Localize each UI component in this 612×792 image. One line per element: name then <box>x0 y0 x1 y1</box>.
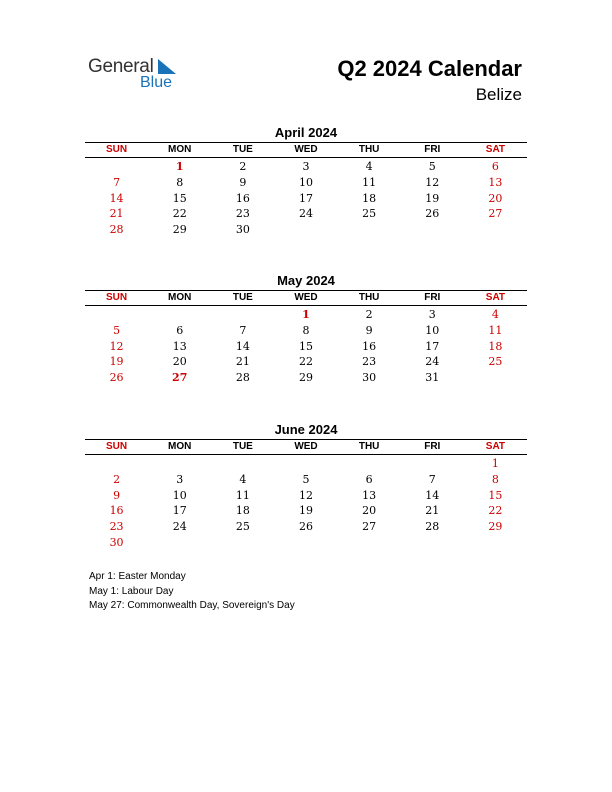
weekday-sun: SUN <box>106 292 128 303</box>
day-cell: 12 <box>109 339 124 353</box>
day-cell: 24 <box>298 207 313 221</box>
day-cell: 24 <box>172 520 187 534</box>
weekday-fri: FRI <box>424 292 441 303</box>
day-cell: 30 <box>109 535 124 549</box>
weekday-sat: SAT <box>485 441 506 452</box>
day-cell: 4 <box>239 472 247 486</box>
weekday-sun: SUN <box>106 144 128 155</box>
day-cell: 25 <box>362 207 377 221</box>
weekday-thu: THU <box>358 144 380 155</box>
day-cell: 11 <box>235 488 250 502</box>
weekday-wed: WED <box>294 441 318 452</box>
day-cell: 16 <box>362 339 377 353</box>
day-cell: 4 <box>365 160 373 173</box>
day-cell: 26 <box>109 371 124 385</box>
day-cell: 22 <box>298 355 313 369</box>
weekday-fri: FRI <box>424 144 441 155</box>
day-cell: 26 <box>298 520 313 534</box>
empty-cell <box>338 456 401 472</box>
weekday-tue: TUE <box>232 144 253 155</box>
holiday-day-cell: 1 <box>302 308 310 321</box>
day-cell: 20 <box>172 355 187 369</box>
day-cell: 2 <box>239 160 247 173</box>
day-cell: 6 <box>365 472 373 486</box>
day-cell: 20 <box>362 504 377 518</box>
country-name: Belize <box>475 85 522 104</box>
weekday-wed: WED <box>294 292 318 303</box>
month-may <box>85 273 527 386</box>
day-cell: 14 <box>425 488 440 502</box>
weekday-mon: MON <box>168 144 192 155</box>
day-cell: 12 <box>298 488 313 502</box>
day-cell: 16 <box>109 504 124 518</box>
day-cell: 5 <box>302 472 310 486</box>
weekday-thu: THU <box>358 292 380 303</box>
day-cell: 2 <box>113 472 121 486</box>
day-cell: 19 <box>298 504 313 518</box>
holiday-note: May 1: Labour Day <box>89 585 174 597</box>
day-cell: 25 <box>488 355 503 369</box>
day-cell: 13 <box>488 175 503 189</box>
day-cell: 2 <box>365 308 373 321</box>
month-title: June 2024 <box>274 422 338 437</box>
empty-cell <box>148 456 211 472</box>
day-cell: 14 <box>235 339 250 353</box>
day-cell: 22 <box>172 207 187 221</box>
day-cell: 23 <box>362 355 377 369</box>
day-cell: 5 <box>113 323 121 337</box>
day-cell: 7 <box>113 175 121 189</box>
day-cell: 22 <box>488 504 503 518</box>
day-cell: 7 <box>428 472 436 486</box>
day-cell: 23 <box>109 520 124 534</box>
weekday-sat: SAT <box>485 292 506 303</box>
day-cell: 24 <box>425 355 440 369</box>
day-cell: 8 <box>176 175 184 189</box>
empty-cell <box>85 159 148 175</box>
day-cell: 3 <box>428 308 436 321</box>
day-cell: 23 <box>235 207 250 221</box>
page-title: Q2 2024 Calendar <box>337 56 522 81</box>
holiday-day-cell: 1 <box>175 160 184 173</box>
weekday-header <box>85 439 527 455</box>
day-cell: 11 <box>362 175 377 189</box>
day-cell: 28 <box>235 371 250 385</box>
weekday-tue: TUE <box>232 441 253 452</box>
day-cell: 3 <box>176 472 184 486</box>
day-cell: 17 <box>172 504 187 518</box>
day-cell: 27 <box>362 520 377 534</box>
day-cell: 28 <box>425 520 440 534</box>
day-cell: 13 <box>362 488 377 502</box>
day-cell: 29 <box>298 371 313 385</box>
day-cell: 15 <box>488 488 503 502</box>
day-cell: 9 <box>365 323 373 337</box>
weekday-mon: MON <box>168 441 192 452</box>
day-cell: 18 <box>488 339 503 353</box>
month-april <box>85 125 527 238</box>
logo-general-text: General <box>88 56 154 77</box>
day-cell: 9 <box>239 175 247 189</box>
day-cell: 14 <box>109 191 124 205</box>
empty-cell <box>148 307 211 323</box>
weekday-header <box>85 290 527 306</box>
days-grid <box>85 456 527 551</box>
day-cell: 21 <box>235 355 250 369</box>
day-cell: 29 <box>172 223 187 237</box>
day-cell: 18 <box>235 504 250 518</box>
day-cell: 29 <box>488 520 503 534</box>
empty-cell <box>85 307 148 323</box>
empty-cell <box>274 456 337 472</box>
day-cell: 8 <box>302 323 310 337</box>
day-cell: 20 <box>488 191 503 205</box>
day-cell: 4 <box>491 308 499 321</box>
day-cell: 5 <box>428 160 436 173</box>
holiday-notes <box>89 570 295 614</box>
weekday-tue: TUE <box>232 292 253 303</box>
day-cell: 11 <box>488 323 503 337</box>
day-cell: 7 <box>239 323 247 337</box>
empty-cell <box>211 456 274 472</box>
day-cell: 6 <box>491 160 499 173</box>
day-cell: 15 <box>172 191 187 205</box>
weekday-mon: MON <box>168 292 192 303</box>
weekday-sun: SUN <box>106 441 128 452</box>
day-cell: 17 <box>298 191 313 205</box>
day-cell: 21 <box>109 207 124 221</box>
empty-cell <box>85 456 148 472</box>
day-cell: 10 <box>172 488 187 502</box>
day-cell: 25 <box>235 520 250 534</box>
weekday-wed: WED <box>294 144 318 155</box>
days-grid <box>85 159 527 238</box>
day-cell: 19 <box>109 355 124 369</box>
day-cell: 17 <box>425 339 440 353</box>
day-cell: 9 <box>113 488 121 502</box>
day-cell: 30 <box>362 371 377 385</box>
empty-cell <box>211 307 274 323</box>
day-cell: 28 <box>109 223 124 237</box>
day-cell: 15 <box>298 339 313 353</box>
weekday-sat: SAT <box>485 144 506 155</box>
days-grid <box>85 307 527 386</box>
logo-triangle-icon <box>158 59 176 74</box>
day-cell: 30 <box>235 223 250 237</box>
logo-blue-text: Blue <box>140 74 173 91</box>
day-cell: 6 <box>176 323 184 337</box>
day-cell: 13 <box>172 339 187 353</box>
day-cell: 16 <box>235 191 250 205</box>
month-title: May 2024 <box>277 273 335 288</box>
logo <box>88 56 188 96</box>
month-title: April 2024 <box>274 125 338 140</box>
day-cell: 27 <box>488 207 503 221</box>
day-cell: 10 <box>298 175 313 189</box>
day-cell: 21 <box>425 504 440 518</box>
holiday-note: May 27: Commonwealth Day, Sovereign's Day <box>89 600 295 611</box>
empty-cell <box>401 456 464 472</box>
day-cell: 26 <box>425 207 440 221</box>
holiday-note: Apr 1: Easter Monday <box>89 571 186 582</box>
day-cell: 1 <box>491 457 499 470</box>
weekday-header <box>85 142 527 158</box>
month-june <box>85 422 527 551</box>
day-cell: 18 <box>362 191 377 205</box>
day-cell: 8 <box>491 472 499 486</box>
day-cell: 31 <box>425 371 440 385</box>
weekday-thu: THU <box>358 441 380 452</box>
day-cell: 10 <box>425 323 440 337</box>
day-cell: 12 <box>425 175 440 189</box>
holiday-day-cell: 27 <box>172 371 188 385</box>
day-cell: 19 <box>425 191 440 205</box>
weekday-fri: FRI <box>424 441 441 452</box>
day-cell: 3 <box>302 160 310 173</box>
